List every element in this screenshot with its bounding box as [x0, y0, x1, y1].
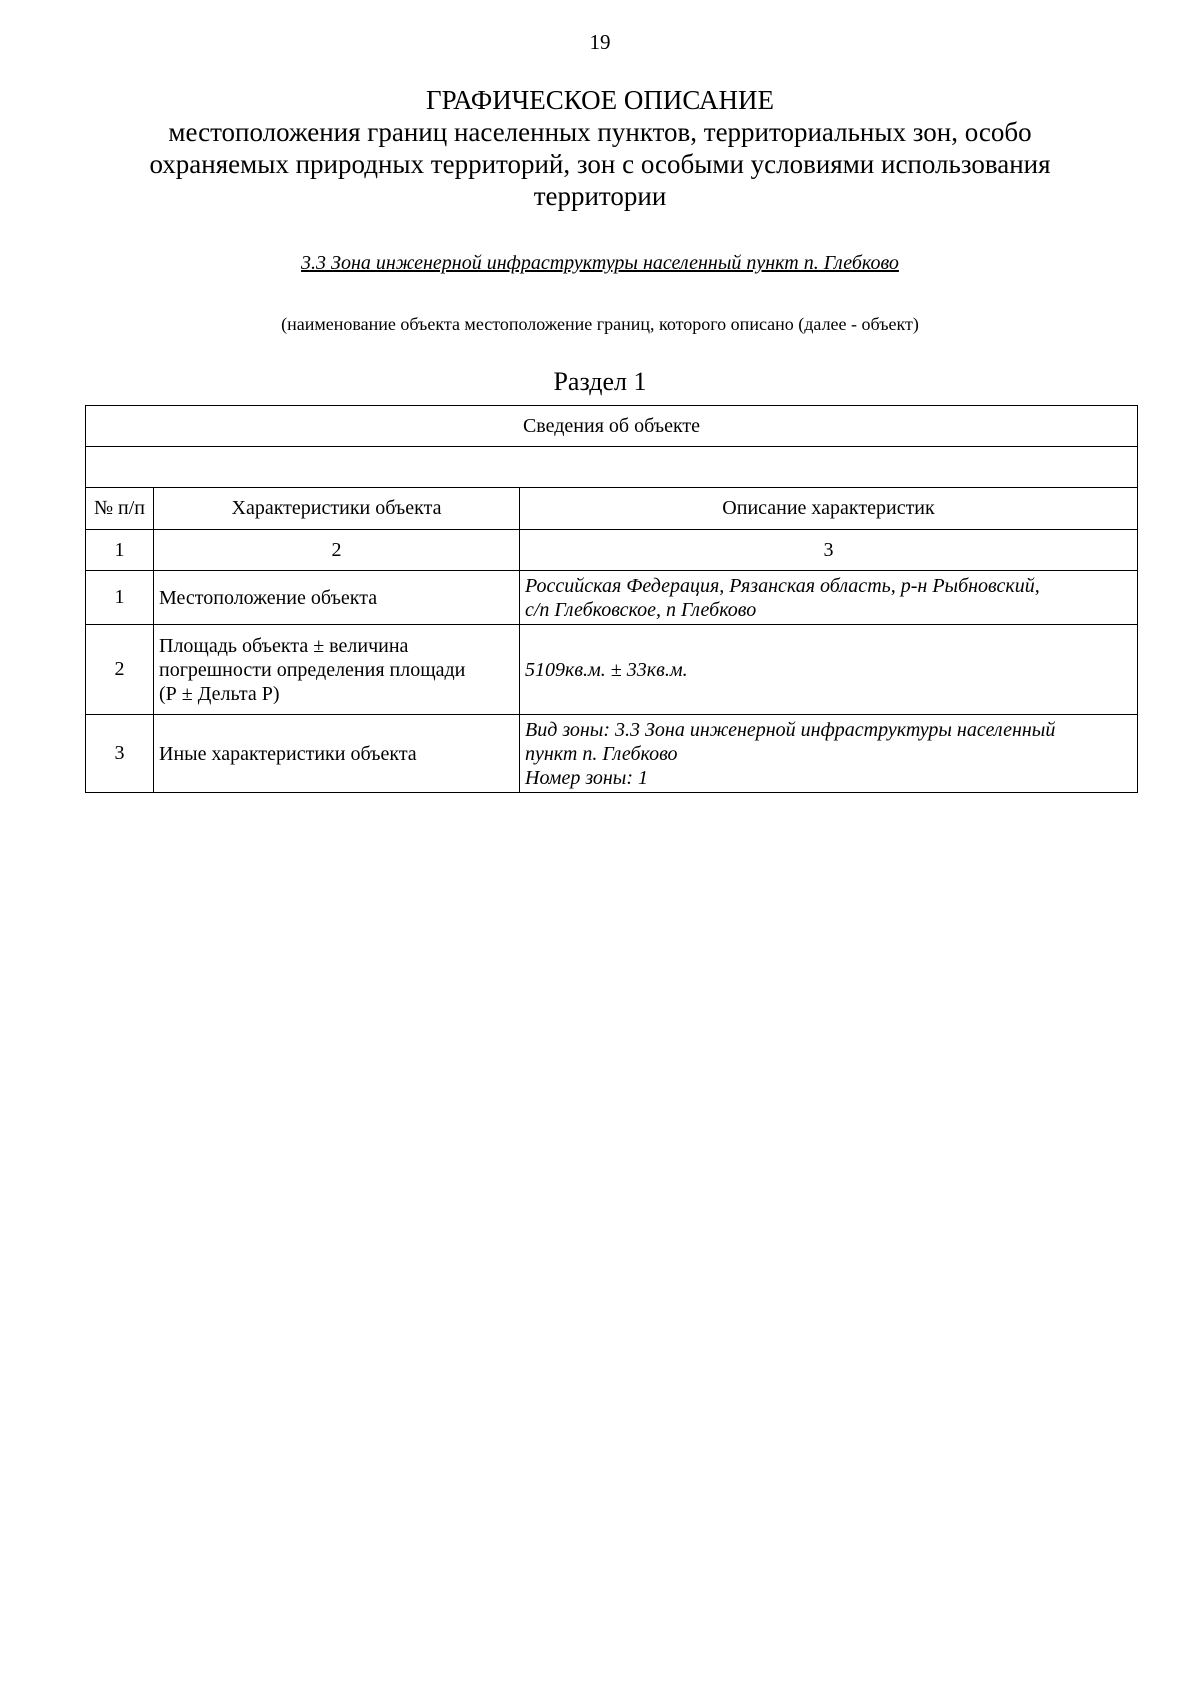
column-number-row: [86, 530, 1138, 571]
object-info-table: [85, 405, 1138, 793]
object-name-caption: (наименование объекта местоположение границ, которого описано (далее - объект): [281, 314, 919, 334]
title-block: [100, 84, 1100, 212]
table-caption-row: [86, 406, 1138, 447]
text-line: Российская Федерация, Рязанская область, р-н Рыбновский,: [525, 574, 1040, 597]
row-number: 2: [86, 625, 154, 715]
row-description: [520, 715, 1138, 793]
row-description: [520, 571, 1138, 625]
text-line: (Р ± Дельта Р): [159, 682, 280, 705]
empty-cell: [86, 447, 1138, 488]
text-line: погрешности определения площади: [159, 658, 466, 681]
row-number: 1: [86, 571, 154, 625]
text-line: Площадь объекта ± величина: [159, 634, 409, 657]
table-empty-row: [86, 447, 1138, 488]
text-line: Вид зоны: 3.3 Зона инженерной инфраструктуры населенный: [525, 718, 1056, 741]
header-description: Описание характеристик: [520, 488, 1138, 530]
column-number: 2: [154, 530, 520, 571]
document-subtitle-line: территории: [533, 181, 667, 211]
header-number: № п/п: [86, 488, 154, 530]
row-characteristic: [154, 715, 520, 793]
section-title: Раздел 1: [553, 367, 647, 396]
table-row: [86, 571, 1138, 625]
document-subtitle-line: охраняемых природных территорий, зон с особыми условиями использования: [149, 149, 1051, 179]
text-line: с/п Глебковское, п Глебково: [525, 598, 757, 621]
object-name: 3.3 Зона инженерной инфраструктуры населенный пункт п. Глебково: [301, 252, 899, 274]
row-description: [520, 625, 1138, 715]
table-row: [86, 715, 1138, 793]
table-row: [86, 625, 1138, 715]
row-number: 3: [86, 715, 154, 793]
column-number: 1: [86, 530, 154, 571]
document-subtitle-line: местоположения границ населенных пунктов, территориальных зон, особо: [168, 117, 1032, 147]
row-characteristic: [154, 625, 520, 715]
header-characteristic: Характеристики объекта: [154, 488, 520, 530]
text-line: Иные характеристики объекта: [159, 742, 417, 765]
row-characteristic: [154, 571, 520, 625]
column-number: 3: [520, 530, 1138, 571]
text-line: пункт п. Глебково: [525, 742, 678, 765]
document-title: ГРАФИЧЕСКОЕ ОПИСАНИЕ: [425, 85, 775, 115]
table-caption: Сведения об объекте: [86, 406, 1138, 447]
text-line: 5109кв.м. ± 33кв.м.: [525, 658, 688, 681]
text-line: Местоположение объекта: [159, 586, 378, 609]
page-number: 19: [589, 30, 611, 54]
table-header-row: [86, 488, 1138, 530]
text-line: Номер зоны: 1: [525, 766, 648, 789]
